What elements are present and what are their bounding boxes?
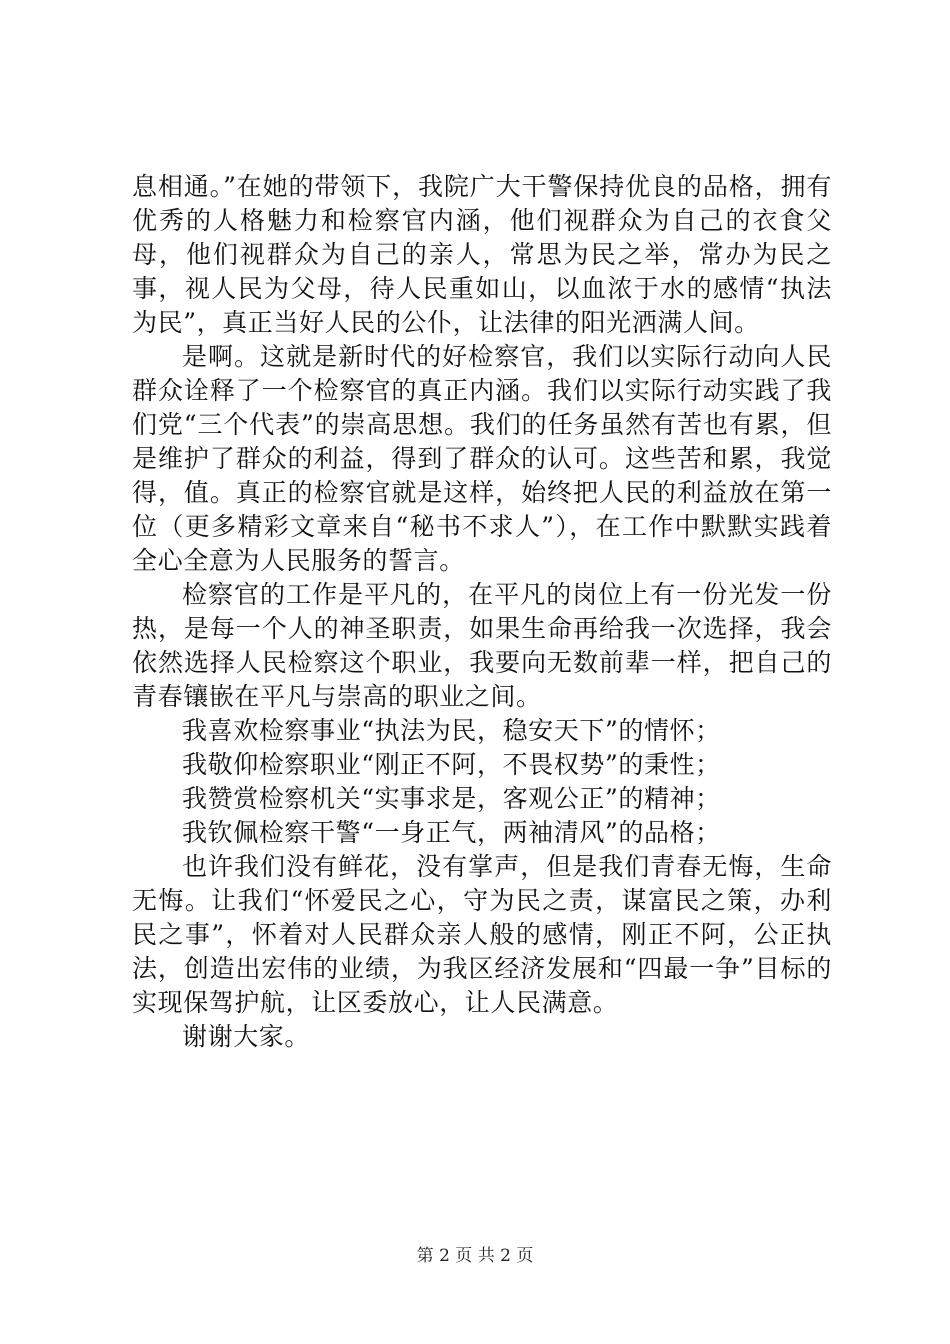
paragraph-closing: 谢谢大家。: [182, 1022, 311, 1051]
paragraph: 我敬仰检察职业“刚正不阿，不畏权势”的秉性；: [182, 750, 721, 779]
paragraph: 我喜欢检察事业“执法为民，稳安天下”的情怀；: [182, 716, 721, 745]
paragraph-continuation: 息相通。”在她的带领下，我院广大干警保持优良的品格，拥有优秀的人格魅力和检察官内涵，他们视群众为自己的衣食父母，他们视群众为自己的亲人，常思为民之举，常办为民之事，视人民为父母，待人民重如山，以血浓于水的感情“执法为民”，真正当好人民的公仆，让法律的阳光洒满人间。: [132, 172, 832, 337]
paragraph: 检察官的工作是平凡的，在平凡的岗位上有一份光发一份热，是每一个人的神圣职责，如果生命再给我一次选择，我会依然选择人民检察这个职业，我要向无数前辈一样，把自己的青春镶嵌在平凡与崇高的职业之间。: [132, 580, 832, 711]
document-body: [132, 170, 832, 1054]
paragraph: 我赞赏检察机关“实事求是，客观公正”的精神；: [182, 784, 721, 813]
paragraph: 也许我们没有鲜花，没有掌声，但是我们青春无悔，生命无悔。让我们“怀爱民之心，守为民之责，谋富民之策，办利民之事”，怀着对人民群众亲人般的感情，刚正不阿，公正执法，创造出宏伟的业绩，为我区经济发展和“四最一争”目标的实现保驾护航，让区委放心，让人民满意。: [132, 852, 832, 1017]
page-number-footer: 第 2 页 共 2 页: [416, 1246, 534, 1266]
paragraph: 是啊。这就是新时代的好检察官，我们以实际行动向人民群众诠释了一个检察官的真正内涵。我们以实际行动实践了我们党“三个代表”的崇高思想。我们的任务虽然有苦也有累，但是维护了群众的利益，得到了群众的认可。这些苦和累，我觉得，值。真正的检察官就是这样，始终把人民的利益放在第一位（更多精彩文章来自“秘书不求人”），在工作中默默实践着全心全意为人民服务的誓言。: [132, 342, 832, 575]
paragraph: 我钦佩检察干警“一身正气，两袖清风”的品格；: [182, 818, 721, 847]
